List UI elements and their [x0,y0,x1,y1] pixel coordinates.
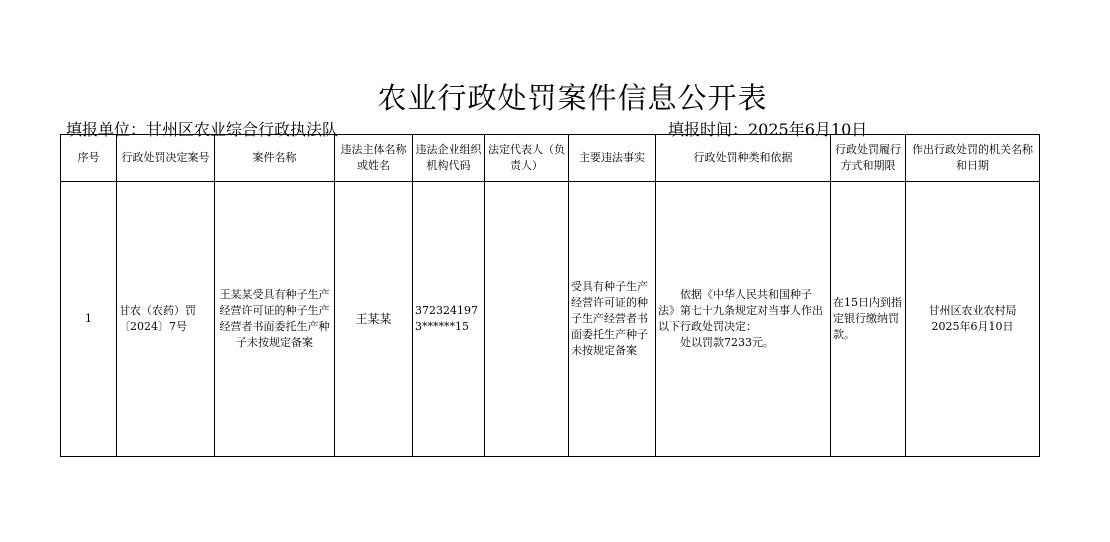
cell-penalty [656,182,831,457]
cell-seq: 1 [61,182,117,457]
table-header-row [61,135,1040,182]
header-penalty: 行政处罚种类和依据 [656,135,831,182]
header-method: 行政处罚履行方式和期限 [831,135,906,182]
header-case-no: 行政处罚决定案号 [117,135,215,182]
header-subject: 违法主体名称或姓名 [335,135,413,182]
header-case-name: 案件名称 [215,135,335,182]
reporting-unit: 填报单位：甘州区农业综合行政执法队 [66,120,339,139]
header-seq: 序号 [61,135,117,182]
authority-name: 甘州区农业农村局 [928,304,1017,317]
cell-subject: 王某某 [335,182,413,457]
cell-legal-rep [485,182,569,457]
cell-method: 在15日内到指定银行缴纳罚款。 [831,182,906,457]
cell-case-no: 甘农（农药）罚〔2024〕7号 [117,182,215,457]
header-facts: 主要违法事实 [569,135,656,182]
cell-facts: 受具有种子生产经营许可证的种子生产经营者书面委托生产种子未按规定备案 [569,182,656,457]
authority-date: 2025年6月10日 [931,320,1014,333]
table-row [61,182,1040,457]
penalty-info-table [60,134,1040,457]
reporting-time: 填报时间：2025年6月10日 [668,120,868,139]
penalty-amount: 处以罚款7233元。 [680,336,774,349]
header-legal-rep: 法定代表人（负责人） [485,135,569,182]
cell-authority [906,182,1040,457]
header-org-code: 违法企业组织机构代码 [413,135,485,182]
cell-org-code: 3723241973******15 [413,182,485,457]
cell-case-name: 王某某受具有种子生产经营许可证的种子生产经营者书面委托生产种子未按规定备案 [215,182,335,457]
header-authority: 作出行政处罚的机关名称和日期 [906,135,1040,182]
penalty-basis: 依据《中华人民共和国种子法》第七十九条规定对当事人作出以下行政处罚决定： [658,288,823,333]
page-title: 农业行政处罚案件信息公开表 [377,81,768,115]
